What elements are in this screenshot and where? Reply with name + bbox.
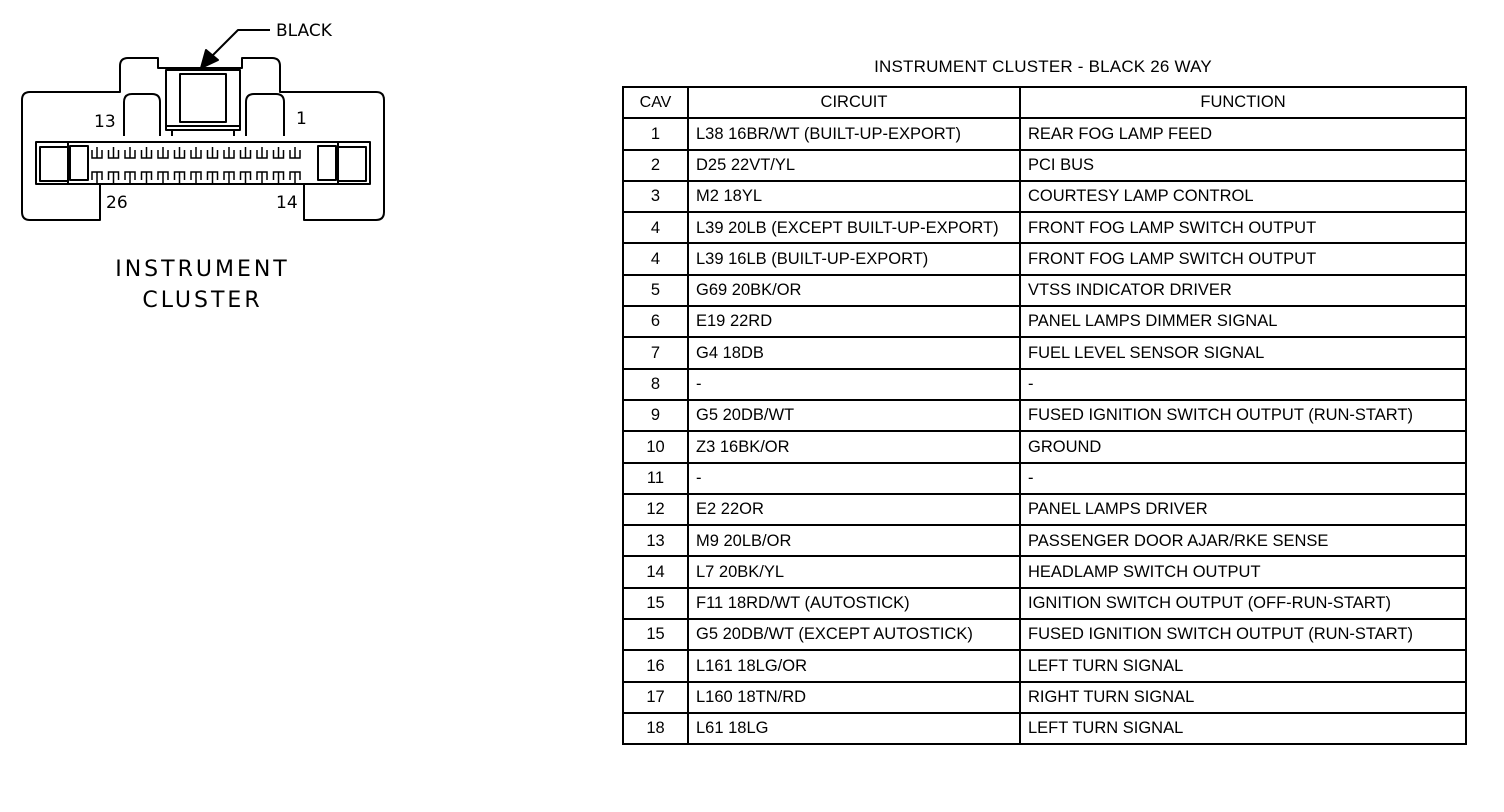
circuit-cell: - bbox=[688, 369, 1020, 400]
header-cav: CAV bbox=[623, 87, 688, 118]
table-row bbox=[623, 463, 1466, 494]
function-cell: PANEL LAMPS DRIVER bbox=[1020, 494, 1466, 525]
circuit-cell: L61 18LG bbox=[688, 713, 1020, 744]
connector-pin-icon bbox=[158, 172, 168, 183]
cavity-label-13: 13 bbox=[94, 112, 116, 132]
cav-cell: 14 bbox=[623, 556, 688, 587]
circuit-cell: L39 20LB (EXCEPT BUILT-UP-EXPORT) bbox=[688, 212, 1020, 243]
table-row bbox=[623, 369, 1466, 400]
circuit-cell: G5 20DB/WT bbox=[688, 400, 1020, 431]
connector-pin-icon bbox=[208, 147, 218, 158]
function-cell: COURTESY LAMP CONTROL bbox=[1020, 181, 1466, 212]
circuit-cell: G69 20BK/OR bbox=[688, 275, 1020, 306]
circuit-cell: E2 22OR bbox=[688, 494, 1020, 525]
cav-cell: 13 bbox=[623, 525, 688, 556]
table-header-row bbox=[623, 87, 1466, 118]
connector-pin-icon bbox=[142, 147, 152, 158]
circuit-cell: M9 20LB/OR bbox=[688, 525, 1020, 556]
connector-pin-icon bbox=[257, 172, 267, 183]
table-row bbox=[623, 431, 1466, 462]
function-cell: PANEL LAMPS DIMMER SIGNAL bbox=[1020, 306, 1466, 337]
cav-cell: 5 bbox=[623, 275, 688, 306]
function-cell: FUSED IGNITION SWITCH OUTPUT (RUN-START) bbox=[1020, 619, 1466, 650]
connector-face-diagram bbox=[0, 0, 400, 240]
connector-name-line2: CLUSTER bbox=[142, 288, 263, 313]
cav-cell: 16 bbox=[623, 650, 688, 681]
circuit-cell: L161 18LG/OR bbox=[688, 650, 1020, 681]
connector-pin-icon bbox=[109, 172, 119, 183]
function-cell: FRONT FOG LAMP SWITCH OUTPUT bbox=[1020, 243, 1466, 274]
function-cell: HEADLAMP SWITCH OUTPUT bbox=[1020, 556, 1466, 587]
table-row bbox=[623, 682, 1466, 713]
circuit-cell: - bbox=[688, 463, 1020, 494]
cav-cell: 1 bbox=[623, 118, 688, 149]
cav-cell: 17 bbox=[623, 682, 688, 713]
cav-cell: 15 bbox=[623, 619, 688, 650]
table-row bbox=[623, 337, 1466, 368]
circuit-cell: L160 18TN/RD bbox=[688, 682, 1020, 713]
header-circuit: CIRCUIT bbox=[688, 87, 1020, 118]
cavity-label-14: 14 bbox=[276, 193, 298, 213]
connector-pin-icon bbox=[290, 147, 300, 158]
function-cell: IGNITION SWITCH OUTPUT (OFF-RUN-START) bbox=[1020, 588, 1466, 619]
function-cell: FUEL LEVEL SENSOR SIGNAL bbox=[1020, 337, 1466, 368]
function-cell: PASSENGER DOOR AJAR/RKE SENSE bbox=[1020, 525, 1466, 556]
callout-leader-line bbox=[210, 30, 270, 58]
cav-cell: 4 bbox=[623, 212, 688, 243]
connector-pin-icon bbox=[241, 147, 251, 158]
cavity-label-1: 1 bbox=[296, 109, 307, 129]
circuit-cell: L7 20BK/YL bbox=[688, 556, 1020, 587]
cav-cell: 15 bbox=[623, 588, 688, 619]
callout-color-label: BLACK bbox=[276, 21, 332, 41]
cav-cell: 6 bbox=[623, 306, 688, 337]
cav-cell: 10 bbox=[623, 431, 688, 462]
connector-pin-icon bbox=[241, 172, 251, 183]
header-function: FUNCTION bbox=[1020, 87, 1466, 118]
cav-cell: 12 bbox=[623, 494, 688, 525]
cav-cell: 18 bbox=[623, 713, 688, 744]
table-row bbox=[623, 588, 1466, 619]
cavity-label-26: 26 bbox=[106, 193, 128, 213]
table-row bbox=[623, 243, 1466, 274]
table-row bbox=[623, 556, 1466, 587]
cav-cell: 2 bbox=[623, 150, 688, 181]
connector-pin-icon bbox=[158, 147, 168, 158]
function-cell: LEFT TURN SIGNAL bbox=[1020, 713, 1466, 744]
function-cell: FRONT FOG LAMP SWITCH OUTPUT bbox=[1020, 212, 1466, 243]
circuit-cell: Z3 16BK/OR bbox=[688, 431, 1020, 462]
cav-cell: 11 bbox=[623, 463, 688, 494]
function-cell: GROUND bbox=[1020, 431, 1466, 462]
connector-pin-icon bbox=[257, 147, 267, 158]
function-cell: VTSS INDICATOR DRIVER bbox=[1020, 275, 1466, 306]
circuit-cell: M2 18YL bbox=[688, 181, 1020, 212]
connector-pin-icon bbox=[191, 147, 201, 158]
table-title: INSTRUMENT CLUSTER - BLACK 26 WAY bbox=[874, 57, 1212, 76]
connector-pin-icon bbox=[109, 147, 119, 158]
connector-pin-icon bbox=[142, 172, 152, 183]
cav-cell: 3 bbox=[623, 181, 688, 212]
pinout-table bbox=[622, 86, 1467, 745]
table-row bbox=[623, 181, 1466, 212]
connector-pin-icon bbox=[175, 172, 185, 183]
connector-pin-icon bbox=[125, 147, 135, 158]
cav-cell: 8 bbox=[623, 369, 688, 400]
connector-pin-icon bbox=[224, 172, 234, 183]
circuit-cell: G5 20DB/WT (EXCEPT AUTOSTICK) bbox=[688, 619, 1020, 650]
cav-cell: 9 bbox=[623, 400, 688, 431]
circuit-cell: L39 16LB (BUILT-UP-EXPORT) bbox=[688, 243, 1020, 274]
connector-name-line1: INSTRUMENT bbox=[115, 257, 290, 282]
cav-cell: 7 bbox=[623, 337, 688, 368]
connector-pin-icon bbox=[274, 172, 284, 183]
cav-cell: 4 bbox=[623, 243, 688, 274]
connector-body-outline bbox=[22, 58, 384, 220]
connector-pin-icon bbox=[175, 147, 185, 158]
connector-pin-icon bbox=[191, 172, 201, 183]
function-cell: LEFT TURN SIGNAL bbox=[1020, 650, 1466, 681]
pin-row-top bbox=[92, 147, 300, 158]
function-cell: PCI BUS bbox=[1020, 150, 1466, 181]
pin-row-bottom bbox=[92, 172, 300, 183]
connector-pin-icon bbox=[274, 147, 284, 158]
table-row bbox=[623, 713, 1466, 744]
table-row bbox=[623, 619, 1466, 650]
circuit-cell: F11 18RD/WT (AUTOSTICK) bbox=[688, 588, 1020, 619]
circuit-cell: G4 18DB bbox=[688, 337, 1020, 368]
table-row bbox=[623, 650, 1466, 681]
function-cell: RIGHT TURN SIGNAL bbox=[1020, 682, 1466, 713]
connector-pin-icon bbox=[290, 172, 300, 183]
connector-pin-icon bbox=[92, 147, 102, 158]
table-row bbox=[623, 275, 1466, 306]
table-row bbox=[623, 306, 1466, 337]
connector-pin-icon bbox=[125, 172, 135, 183]
circuit-cell: E19 22RD bbox=[688, 306, 1020, 337]
pinout-table-body bbox=[623, 118, 1466, 744]
table-row bbox=[623, 525, 1466, 556]
function-cell: REAR FOG LAMP FEED bbox=[1020, 118, 1466, 149]
connector-pin-icon bbox=[224, 147, 234, 158]
table-row bbox=[623, 400, 1466, 431]
connector-pin-icon bbox=[208, 172, 218, 183]
connector-recess bbox=[36, 142, 370, 184]
table-row bbox=[623, 118, 1466, 149]
function-cell: - bbox=[1020, 463, 1466, 494]
table-row bbox=[623, 494, 1466, 525]
circuit-cell: L38 16BR/WT (BUILT-UP-EXPORT) bbox=[688, 118, 1020, 149]
circuit-cell: D25 22VT/YL bbox=[688, 150, 1020, 181]
function-cell: - bbox=[1020, 369, 1466, 400]
connector-pin-icon bbox=[92, 172, 102, 183]
table-row bbox=[623, 150, 1466, 181]
function-cell: FUSED IGNITION SWITCH OUTPUT (RUN-START) bbox=[1020, 400, 1466, 431]
table-row bbox=[623, 212, 1466, 243]
